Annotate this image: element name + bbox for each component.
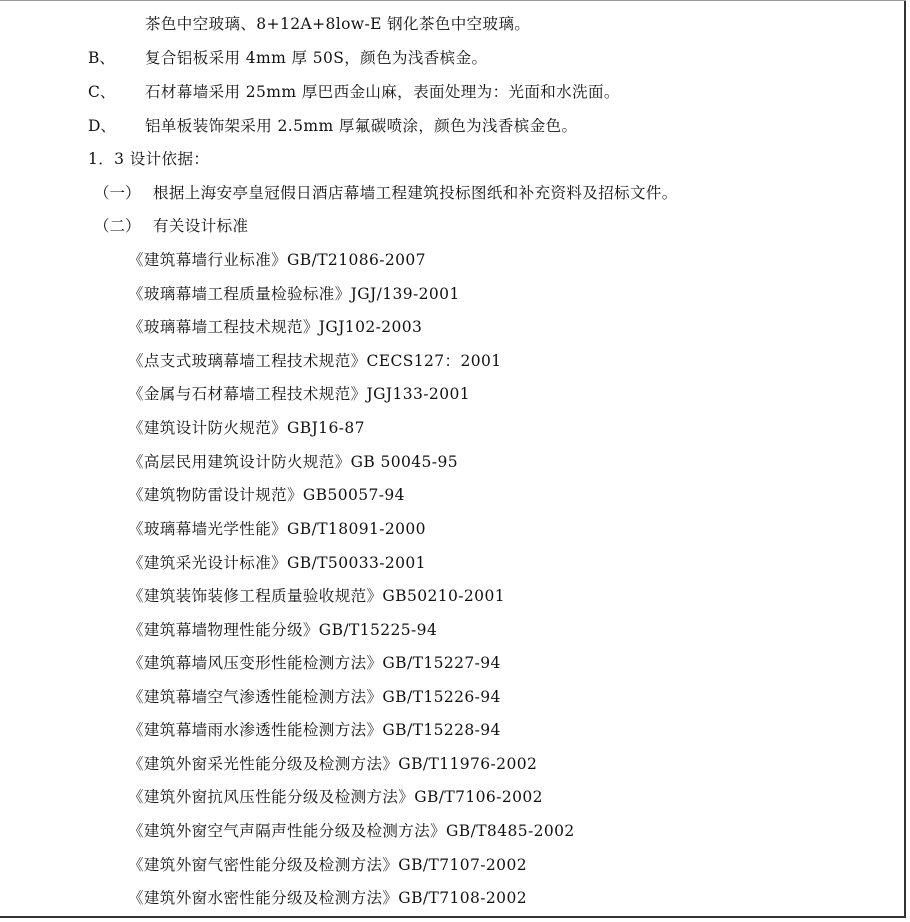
standard-text: 《建筑幕墙行业标准》GB/T21086-2007 — [128, 251, 426, 269]
material-item-text: 铝单板装饰架采用 2.5mm 厚氟碳喷涂，颜色为浅香槟金色。 — [145, 117, 578, 135]
standard-text: 《建筑外窗抗风压性能分级及检测方法》GB/T7106-2002 — [128, 788, 543, 806]
standard-text: 《建筑设计防火规范》GBJ16-87 — [128, 419, 365, 437]
standard-text: 《建筑外窗水密性能分级及检测方法》GB/T7108-2002 — [128, 889, 527, 907]
standard-text: 《建筑幕墙风压变形性能检测方法》GB/T15227-94 — [128, 654, 501, 672]
standard-text: 《金属与石材幕墙工程技术规范》JGJ133-2001 — [128, 385, 470, 403]
material-item-text: 复合铝板采用 4mm 厚 50S，颜色为浅香槟金。 — [145, 49, 488, 67]
standard-text: 《建筑外窗空气声隔声性能分级及检测方法》GB/T8485-2002 — [128, 822, 575, 840]
design-basis-item-label: （一） — [94, 184, 141, 202]
standard-text: 《玻璃幕墙光学性能》GB/T18091-2000 — [128, 520, 426, 538]
standard-text: 《玻璃幕墙工程技术规范》JGJ102-2003 — [128, 318, 423, 336]
material-item-label: B、 — [88, 49, 115, 67]
material-item-label: D、 — [88, 117, 116, 135]
standard-text: 《建筑幕墙空气渗透性能检测方法》GB/T15226-94 — [128, 688, 501, 706]
design-basis-item-text: 根据上海安亭皇冠假日酒店幕墙工程建筑投标图纸和补充资料及招标文件。 — [153, 184, 678, 202]
standard-text: 《高层民用建筑设计防火规范》GB 50045-95 — [128, 453, 458, 471]
standard-text: 《建筑物防雷设计规范》GB50057-94 — [128, 486, 405, 504]
design-basis-item-label: （二） — [94, 217, 141, 235]
standard-text: 《建筑外窗采光性能分级及检测方法》GB/T11976-2002 — [128, 755, 538, 773]
standard-text: 《建筑采光设计标准》GB/T50033-2001 — [128, 554, 426, 572]
top-divider — [0, 0, 906, 1]
standard-text: 《点支式玻璃幕墙工程技术规范》CECS127：2001 — [128, 352, 502, 370]
standard-text: 《建筑幕墙雨水渗透性能检测方法》GB/T15228-94 — [128, 721, 501, 739]
design-basis-item-text: 有关设计标准 — [153, 217, 249, 235]
section-heading: 1．3 设计依据： — [88, 150, 210, 168]
standard-text: 《建筑装饰装修工程质量验收规范》GB50210-2001 — [128, 587, 505, 605]
standard-text: 《建筑幕墙物理性能分级》GB/T15225-94 — [128, 621, 438, 639]
standard-text: 《建筑外窗气密性能分级及检测方法》GB/T7107-2002 — [128, 856, 527, 874]
material-item-label: C、 — [88, 83, 116, 101]
materials-continuation-text: 茶色中空玻璃、8+12A+8low-E 钢化茶色中空玻璃。 — [145, 15, 531, 33]
standard-text: 《玻璃幕墙工程质量检验标准》JGJ/139-2001 — [128, 285, 460, 303]
material-item-text: 石材幕墙采用 25mm 厚巴西金山麻，表面处理为：光面和水洗面。 — [145, 83, 620, 101]
